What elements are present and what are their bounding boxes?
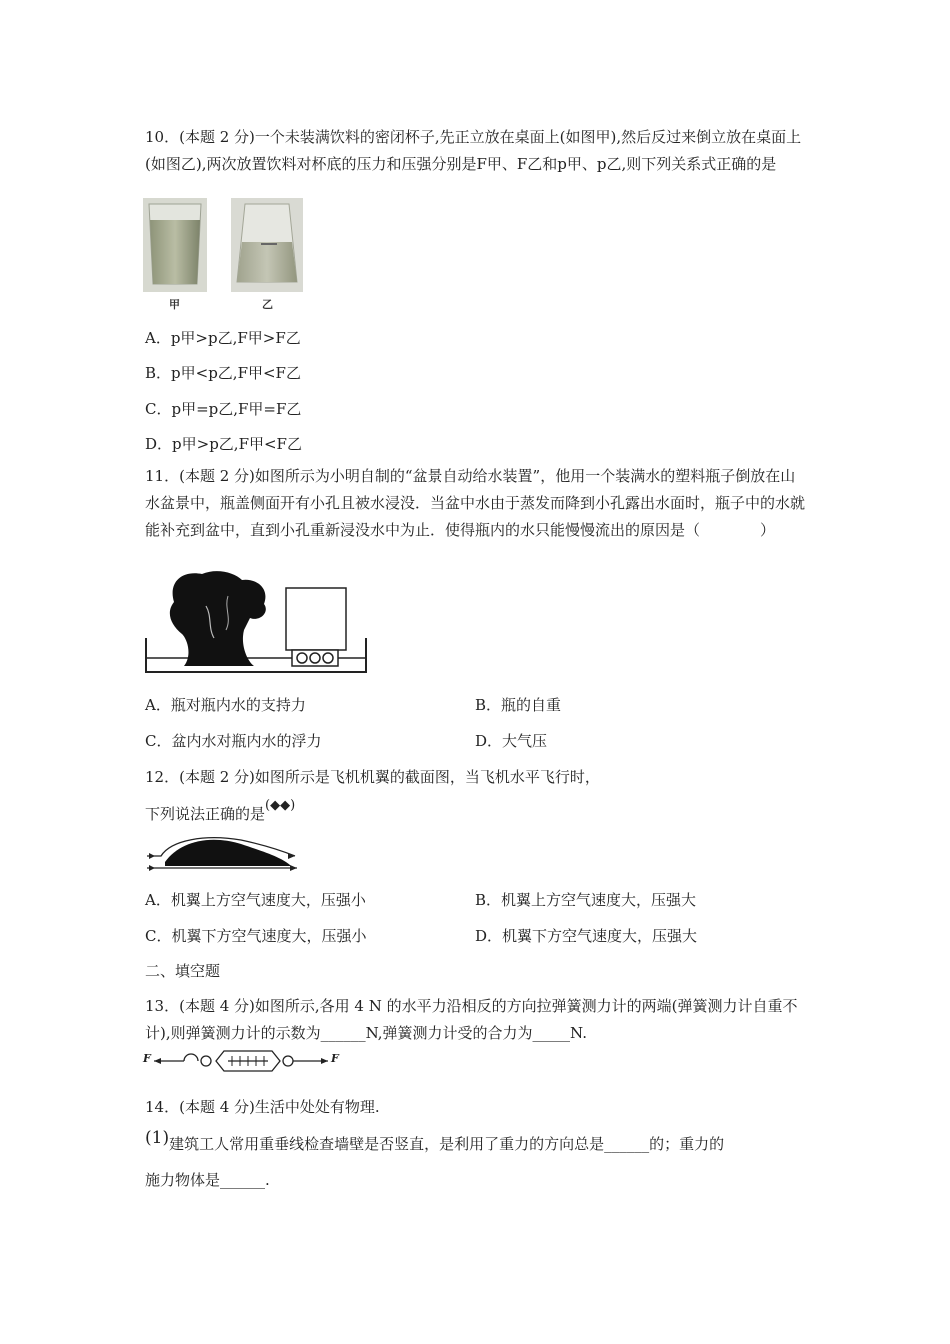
q14-stem: 14．(本题 4 分)生活中处处有物理.: [145, 1098, 380, 1116]
q13-label-left-f: F: [143, 1052, 151, 1065]
q10-stem: 10．(本题 2 分)一个未装满饮料的密闭杯子,先正立放在桌面上(如图甲),然后反过来倒立放在桌面上(如图乙),两次放置饮料对杯底的压力和压强分别是F甲、F乙和p甲、p乙,则下列关系式正确的是: [145, 128, 802, 173]
q12-stem-text: 下列说法正确的是: [145, 805, 266, 823]
q11-option-c: C．盆内水对瓶内水的浮力: [145, 732, 322, 750]
cup-yi-liquid: [237, 242, 297, 282]
caption-jia: 甲: [169, 298, 180, 311]
hook-left: [184, 1054, 198, 1061]
q10-cups-figure: [143, 198, 303, 294]
q11-option-a: A．瓶对瓶内水的支持力: [145, 696, 306, 714]
q11-stem: 11．(本题 2 分)如图所示为小明自制的“盆景自动给水装置”，他用一个装满水的塑料瓶子倒放在山水盆景中，瓶盖侧面开有小孔且被水浸没．当盆中水由于蒸发而降到小孔露出水面时，瓶子中的水就能补充到盆中，直到小孔重新浸没水中为止．使得瓶内的水只能慢慢流出的原因是（ ）: [145, 467, 806, 539]
q12-option-d: D．机翼下方空气速度大，压强大: [475, 927, 698, 945]
q14-sub1-number: (1): [145, 1128, 170, 1148]
q11-bonsai-figure: [144, 566, 368, 674]
q12-stem-line1: 12．(本题 2 分)如图所示是飞机机翼的截面图，当飞机水平飞行时，: [145, 768, 600, 786]
q14-sub1-line1: [145, 1128, 725, 1155]
cup-jia-liquid: [150, 220, 200, 284]
q10-option-a: A．p甲>p乙,F甲>F乙: [145, 329, 301, 347]
wing-section: [165, 840, 291, 866]
caption-yi: 乙: [262, 298, 273, 311]
q13-stem: 13．(本题 4 分)如图所示,各用 4 N 的水平力沿相反的方向拉弹簧测力计的两端(弹簧测力计自重不计),则弹簧测力计的示数为______N,弹簧测力计受的合力为_____N.: [145, 997, 798, 1042]
q10-option-b: B．p甲<p乙,F甲<F乙: [145, 364, 301, 382]
q12-stem-line2: [145, 798, 296, 827]
bottle: [286, 588, 346, 650]
q14-sub1-text: 建筑工人常用重垂线检查墙壁是否竖直，是利用了重力的方向总是______的；重力的: [169, 1135, 725, 1153]
q11-option-b: B．瓶的自重: [475, 696, 562, 714]
rock: [170, 571, 266, 666]
q10-option-d: D．p甲>p乙,F甲<F乙: [145, 435, 302, 453]
q12-wing-figure: [145, 836, 301, 878]
q13-spring-scale-figure: [152, 1048, 332, 1074]
q10-option-c: C．p甲=p乙,F甲=F乙: [145, 400, 302, 418]
section-title-fill-blank: 二、填空题: [145, 962, 221, 980]
q12-option-c: C．机翼下方空气速度大，压强小: [145, 927, 367, 945]
ring-right: [283, 1056, 293, 1066]
q12-option-b: B．机翼上方空气速度大，压强大: [475, 891, 697, 909]
q11-option-d: D．大气压: [475, 732, 548, 750]
q12-answer-paren: (◆◆): [265, 798, 296, 813]
q13-label-right-f: F: [331, 1052, 339, 1065]
q12-option-a: A．机翼上方空气速度大，压强小: [145, 891, 366, 909]
q14-sub1-line2: 施力物体是______.: [145, 1171, 270, 1189]
